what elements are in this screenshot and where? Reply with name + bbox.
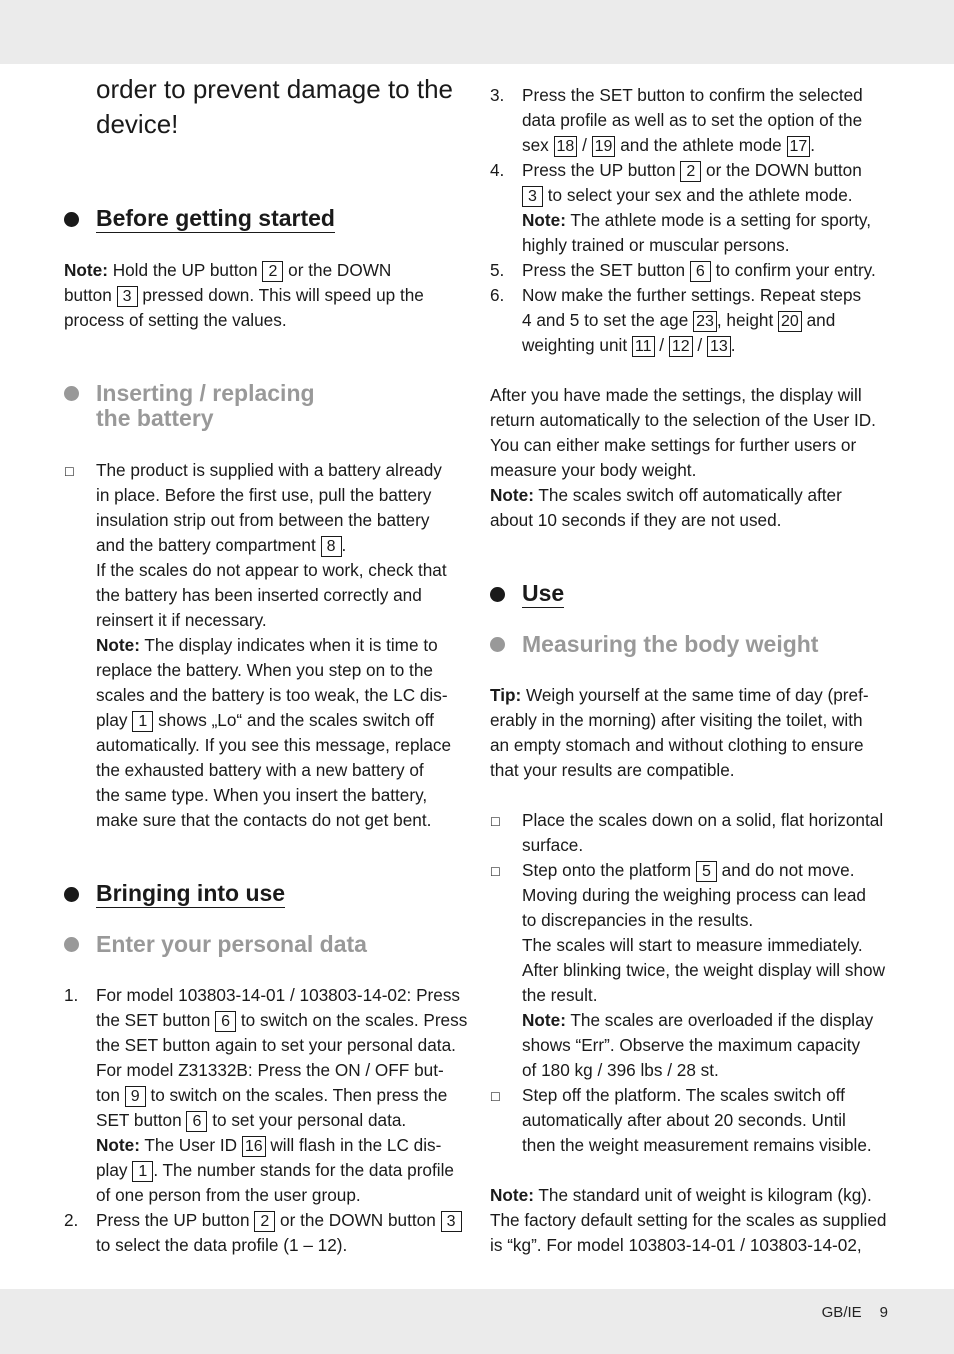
paragraph-line: button 3 pressed down. This will speed up the	[64, 285, 424, 305]
checkbox-bullet-icon: ☐	[490, 1090, 501, 1104]
page-number: 9	[879, 1304, 888, 1321]
paragraph-line: Press the UP button 2 or the DOWN button	[522, 160, 862, 180]
paragraph-line: reinsert it if necessary.	[96, 610, 267, 630]
paragraph-line: the SET button 6 to switch on the scales. Press	[96, 1010, 468, 1030]
ref-box: 16	[242, 1136, 266, 1157]
paragraph-line: highly trained or muscular persons.	[522, 235, 790, 255]
ref-box: 3	[522, 186, 543, 207]
paragraph-line: 4 and 5 to set the age 23 , height 20 and	[522, 310, 836, 330]
ref-box: 8	[321, 536, 342, 557]
paragraph-line: Now make the further settings. Repeat steps	[522, 285, 862, 305]
section-heading-before-getting-started: Before getting started	[96, 205, 335, 231]
paragraph-line: If the scales do not appear to work, check that	[96, 560, 447, 580]
paragraph-line: then the weight measurement remains visible.	[522, 1135, 872, 1155]
paragraph-line: Press the SET button 6 to confirm your entry.	[522, 260, 876, 280]
paragraph-line: Note: The athlete mode is a setting for sporty,	[522, 210, 871, 230]
section-heading-battery: the battery	[96, 405, 214, 431]
paragraph-line: Moving during the weighing process can lead	[522, 885, 866, 905]
ref-box: 1	[132, 1161, 153, 1182]
ref-box: 3	[441, 1211, 462, 1232]
paragraph-line: the same type. When you insert the battery,	[96, 785, 428, 805]
paragraph-line: erably in the morning) after visiting the toilet, with	[490, 710, 863, 730]
step-number: 2.	[64, 1210, 79, 1230]
bullet-dot-icon	[490, 587, 505, 602]
paragraph-line: insulation strip out from between the battery	[96, 510, 430, 530]
paragraph-line: the battery has been inserted correctly and	[96, 585, 422, 605]
paragraph-line: and the battery compartment 8 .	[96, 535, 347, 555]
ref-box: 2	[680, 161, 701, 182]
paragraph-line: ton 9 to switch on the scales. Then press the	[96, 1085, 448, 1105]
ref-box: 12	[669, 336, 693, 357]
paragraph-line: SET button 6 to set your personal data.	[96, 1110, 407, 1130]
paragraph-line: shows “Err”. Observe the maximum capacity	[522, 1035, 861, 1055]
checkbox-bullet-icon: ☐	[490, 815, 501, 829]
ref-box: 11	[632, 336, 655, 357]
paragraph-line: of one person from the user group.	[96, 1185, 361, 1205]
paragraph-line: an empty stomach and without clothing to ensure	[490, 735, 864, 755]
paragraph-line: weighting unit 11 / 12 / 13 .	[522, 335, 736, 355]
paragraph-line: Note: The standard unit of weight is kilogram (kg).	[490, 1185, 872, 1205]
paragraph-line: Note: The scales switch off automatically after	[490, 485, 842, 505]
paragraph-line: scales and the battery is too weak, the LC dis-	[96, 685, 448, 705]
ref-box: 23	[693, 311, 717, 332]
ref-box: 19	[592, 136, 616, 157]
paragraph-line: replace the battery. When you step on to the	[96, 660, 433, 680]
step-number: 6.	[490, 285, 505, 305]
step-number: 1.	[64, 985, 79, 1005]
ref-box: 6	[186, 1111, 207, 1132]
paragraph-line: The scales will start to measure immediately.	[522, 935, 863, 955]
paragraph-line: process of setting the values.	[64, 310, 287, 330]
bullet-dot-icon	[64, 937, 79, 952]
ref-box: 17	[787, 136, 811, 157]
paragraph-line: the result.	[522, 985, 598, 1005]
step-number: 3.	[490, 85, 505, 105]
checkbox-bullet-icon: ☐	[490, 865, 501, 879]
paragraph-line: Press the SET button to confirm the selected	[522, 85, 863, 105]
paragraph-line: The factory default setting for the scales as supplied	[490, 1210, 887, 1230]
paragraph-line: For model 103803-14-01 / 103803-14-02: Press	[96, 985, 461, 1005]
paragraph-line: Step onto the platform 5 and do not move.	[522, 860, 855, 880]
step-number: 5.	[490, 260, 505, 280]
checkbox-bullet-icon: ☐	[64, 465, 75, 479]
ref-box: 6	[690, 261, 711, 282]
ref-box: 13	[707, 336, 731, 357]
ref-box: 2	[262, 261, 283, 282]
paragraph-line: automatically after about 20 seconds. Until	[522, 1110, 846, 1130]
paragraph-line: in place. Before the first use, pull the battery	[96, 485, 432, 505]
paragraph-line: Note: Hold the UP button 2 or the DOWN	[64, 260, 392, 280]
ref-box: 1	[132, 711, 153, 732]
paragraph-line: return automatically to the selection of the User ID.	[490, 410, 876, 430]
paragraph-line: Place the scales down on a solid, flat horizontal	[522, 810, 884, 830]
paragraph-line: automatically. If you see this message, replace	[96, 735, 452, 755]
paragraph-line: The product is supplied with a battery already	[96, 460, 442, 480]
paragraph-line: surface.	[522, 835, 584, 855]
paragraph-line: make sure that the contacts do not get bent.	[96, 810, 432, 830]
paragraph-line: measure your body weight.	[490, 460, 697, 480]
paragraph-line: play 1 shows „Lo“ and the scales switch off	[96, 710, 434, 730]
section-heading-personal-data: Enter your personal data	[96, 931, 367, 957]
ref-box: 3	[117, 286, 138, 307]
paragraph-line: of 180 kg / 396 lbs / 28 st.	[522, 1060, 719, 1080]
paragraph-line: is “kg”. For model 103803-14-01 / 103803-14-02,	[490, 1235, 862, 1255]
paragraph-line: Press the UP button 2 or the DOWN button 3	[96, 1208, 462, 1233]
footer-band	[0, 1289, 954, 1354]
paragraph-line: Note: The display indicates when it is time to	[96, 635, 438, 655]
bullet-dot-icon	[64, 386, 79, 401]
step-number: 4.	[490, 160, 505, 180]
section-heading-battery: Inserting / replacing	[96, 380, 315, 406]
paragraph-line: sex 18 / 19 and the athlete mode 17 .	[522, 135, 816, 155]
bullet-dot-icon	[490, 637, 505, 652]
paragraph-line: that your results are compatible.	[490, 760, 735, 780]
section-heading-bringing-into-use: Bringing into use	[96, 880, 286, 906]
ref-box: 5	[696, 861, 717, 882]
continuation-line: device!	[96, 109, 179, 139]
paragraph-line: to discrepancies in the results.	[522, 910, 754, 930]
page-footer	[822, 1304, 888, 1321]
ref-box: 18	[554, 136, 578, 157]
paragraph-line: the SET button again to set your personal data.	[96, 1035, 456, 1055]
ref-box: 9	[125, 1086, 146, 1107]
paragraph-line: data profile as well as to set the option of the	[522, 110, 863, 130]
bullet-dot-icon	[64, 212, 79, 227]
paragraph-line: Note: The scales are overloaded if the display	[522, 1010, 874, 1030]
footer-region: GB/IE	[821, 1304, 862, 1321]
paragraph-line: about 10 seconds if they are not used.	[490, 510, 782, 530]
paragraph-line: For model Z31332B: Press the ON / OFF but-	[96, 1060, 444, 1080]
bullet-dot-icon	[64, 887, 79, 902]
paragraph-line: You can either make settings for further users or	[490, 435, 857, 455]
paragraph-line: After you have made the settings, the display will	[490, 385, 862, 405]
paragraph-line: 3 to select your sex and the athlete mode.	[522, 183, 853, 208]
paragraph-line: Step off the platform. The scales switch off	[522, 1085, 845, 1105]
paragraph-line: Tip: Weigh yourself at the same time of day (pref-	[490, 685, 869, 705]
paragraph-line: After blinking twice, the weight display will show	[522, 960, 886, 980]
continuation-line: order to prevent damage to the	[96, 74, 454, 104]
paragraph-line: the exhausted battery with a new battery of	[96, 760, 424, 780]
paragraph-line: to select the data profile (1 – 12).	[96, 1235, 348, 1255]
ref-box: 2	[254, 1211, 275, 1232]
ref-box: 6	[215, 1011, 236, 1032]
section-heading-use: Use	[522, 580, 565, 606]
header-band	[0, 0, 954, 64]
paragraph-line: play 1 . The number stands for the data profile	[96, 1160, 454, 1180]
paragraph-line: Note: The User ID 16 will flash in the LC dis-	[96, 1135, 442, 1155]
ref-box: 20	[778, 311, 802, 332]
section-heading-measuring: Measuring the body weight	[522, 631, 819, 657]
